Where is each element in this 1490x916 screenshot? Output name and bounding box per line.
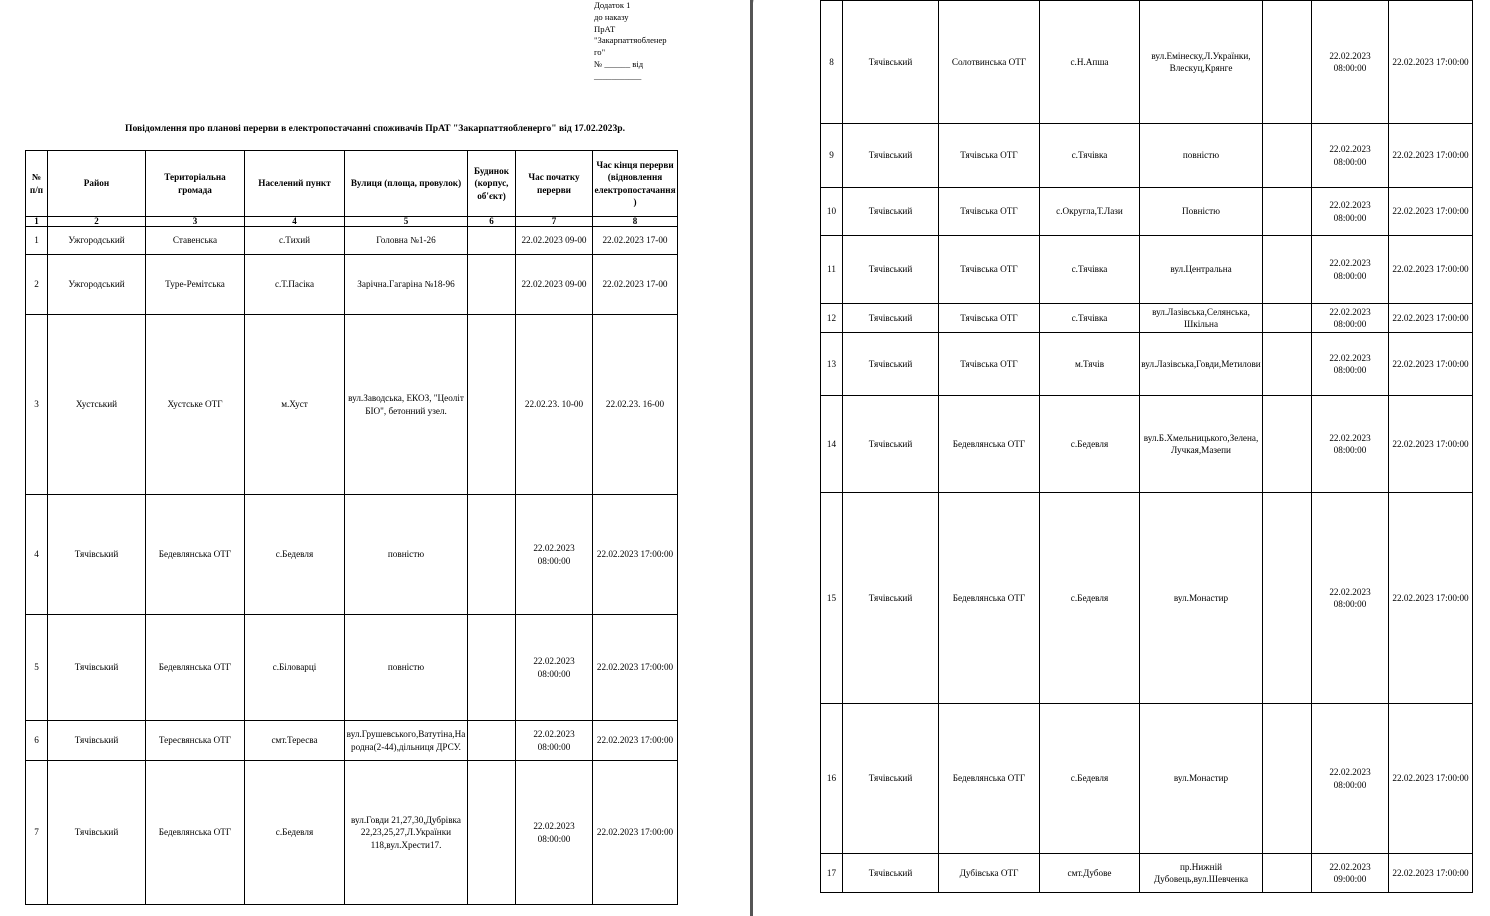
start-time-cell: 22.02.2023 08:00:00 [516, 761, 593, 905]
row-number: 13 [821, 333, 843, 396]
district-cell: Ужгородський [48, 227, 146, 255]
header-row [26, 151, 678, 217]
community-cell: Бедевлянська ОТГ [939, 493, 1040, 704]
table-row [821, 854, 1473, 893]
table-row [821, 333, 1473, 396]
building-cell [1263, 304, 1312, 333]
end-time-cell: 22.02.2023 17:00:00 [1389, 1, 1473, 124]
row-number: 8 [821, 1, 843, 124]
table-row [26, 255, 678, 315]
start-time-cell: 22.02.2023 08:00:00 [1312, 396, 1389, 493]
district-cell: Тячівський [843, 704, 939, 854]
row-number: 12 [821, 304, 843, 333]
settlement-cell: с.Бедевля [1040, 704, 1140, 854]
table-row [26, 495, 678, 615]
end-time-cell: 22.02.23. 16-00 [593, 315, 678, 495]
district-cell: Тячівський [48, 761, 146, 905]
district-cell: Тячівський [843, 236, 939, 304]
street-cell: вул.Заводська, ЕКОЗ, "Цеоліт БІО", бетонний узел. [345, 315, 468, 495]
column-number: 2 [48, 217, 146, 227]
street-cell: Повністю [1140, 188, 1263, 236]
end-time-cell: 22.02.2023 17:00:00 [593, 615, 678, 721]
table-row [821, 124, 1473, 188]
district-cell: Тячівський [48, 495, 146, 615]
table-row [26, 227, 678, 255]
building-cell [468, 227, 516, 255]
street-cell: пр.Нижній Дубовець,вул.Шевченка [1140, 854, 1263, 893]
settlement-cell: с.Тячівка [1040, 236, 1140, 304]
header-cell: Час кінця перерви (відновлення електропостачання) [593, 151, 678, 217]
building-cell [1263, 396, 1312, 493]
street-cell: повністю [345, 615, 468, 721]
row-number: 10 [821, 188, 843, 236]
district-cell: Тячівський [843, 854, 939, 893]
end-time-cell: 22.02.2023 17:00:00 [593, 495, 678, 615]
settlement-cell: с.Тячівка [1040, 304, 1140, 333]
row-number: 6 [26, 721, 48, 761]
settlement-cell: с.Бедевля [1040, 396, 1140, 493]
settlement-cell: с.Бедевля [1040, 493, 1140, 704]
district-cell: Тячівський [843, 188, 939, 236]
row-number: 14 [821, 396, 843, 493]
row-number: 15 [821, 493, 843, 704]
row-number: 1 [26, 227, 48, 255]
street-cell: вул.Говди 21,27,30,Дубрівка 22,23,25,27,Л.Українки 118,вул.Хрести17. [345, 761, 468, 905]
community-cell: Бедевлянська ОТГ [146, 495, 245, 615]
column-number: 6 [468, 217, 516, 227]
building-cell [468, 615, 516, 721]
table-row [26, 615, 678, 721]
community-cell: Бедевлянська ОТГ [939, 704, 1040, 854]
table-row [821, 396, 1473, 493]
row-number: 2 [26, 255, 48, 315]
district-cell: Тячівський [843, 396, 939, 493]
end-time-cell: 22.02.2023 17:00:00 [593, 761, 678, 905]
appendix-note: Додаток 1 до наказу ПрАТ "Закарпаттяобленер го" № ______ від ___________ [594, 0, 667, 81]
start-time-cell: 22.02.2023 08:00:00 [1312, 493, 1389, 704]
column-number-row [26, 217, 678, 227]
column-number: 5 [345, 217, 468, 227]
community-cell: Хустське ОТГ [146, 315, 245, 495]
table-row [821, 304, 1473, 333]
street-cell: вул.Б.Хмельницького,Зелена,Лучкая,Мазепи [1140, 396, 1263, 493]
district-cell: Тячівський [843, 304, 939, 333]
building-cell [468, 255, 516, 315]
building-cell [468, 721, 516, 761]
column-number: 4 [245, 217, 345, 227]
start-time-cell: 22.02.2023 08:00:00 [1312, 704, 1389, 854]
district-cell: Тячівський [843, 124, 939, 188]
end-time-cell: 22.02.2023 17:00:00 [1389, 333, 1473, 396]
community-cell: Тячівська ОТГ [939, 333, 1040, 396]
page-divider [750, 0, 753, 916]
column-number: 8 [593, 217, 678, 227]
page-right [754, 0, 1490, 916]
street-cell: вул.Центральна [1140, 236, 1263, 304]
row-number: 7 [26, 761, 48, 905]
row-number: 11 [821, 236, 843, 304]
row-number: 16 [821, 704, 843, 854]
district-cell: Тячівський [843, 1, 939, 124]
end-time-cell: 22.02.2023 17:00:00 [1389, 236, 1473, 304]
district-cell: Хустський [48, 315, 146, 495]
header-cell: Район [48, 151, 146, 217]
start-time-cell: 22.02.23. 10-00 [516, 315, 593, 495]
start-time-cell: 22.02.2023 08:00:00 [1312, 236, 1389, 304]
table-row [26, 315, 678, 495]
community-cell: Бедевлянська ОТГ [146, 761, 245, 905]
row-number: 4 [26, 495, 48, 615]
community-cell: Тересвянська ОТГ [146, 721, 245, 761]
community-cell: Туре-Ремітська [146, 255, 245, 315]
table-row [821, 188, 1473, 236]
table-row [26, 721, 678, 761]
end-time-cell: 22.02.2023 17-00 [593, 255, 678, 315]
start-time-cell: 22.02.2023 08:00:00 [1312, 333, 1389, 396]
row-number: 9 [821, 124, 843, 188]
start-time-cell: 22.02.2023 09:00:00 [1312, 854, 1389, 893]
settlement-cell: с.Тихий [245, 227, 345, 255]
end-time-cell: 22.02.2023 17:00:00 [1389, 396, 1473, 493]
settlement-cell: с.Біловарці [245, 615, 345, 721]
community-cell: Тячівська ОТГ [939, 188, 1040, 236]
end-time-cell: 22.02.2023 17:00:00 [1389, 188, 1473, 236]
building-cell [468, 315, 516, 495]
settlement-cell: с.Округла,Т.Лази [1040, 188, 1140, 236]
street-cell: вул.Лазівська,Говди,Метилови [1140, 333, 1263, 396]
start-time-cell: 22.02.2023 08:00:00 [1312, 1, 1389, 124]
table-row [821, 493, 1473, 704]
district-cell: Тячівський [843, 493, 939, 704]
community-cell: Дубівська ОТГ [939, 854, 1040, 893]
settlement-cell: с.Бедевля [245, 761, 345, 905]
end-time-cell: 22.02.2023 17:00:00 [1389, 854, 1473, 893]
table-row [821, 704, 1473, 854]
settlement-cell: с.Тячівка [1040, 124, 1140, 188]
street-cell: вул.Монастир [1140, 493, 1263, 704]
end-time-cell: 22.02.2023 17-00 [593, 227, 678, 255]
district-cell: Тячівський [48, 615, 146, 721]
district-cell: Тячівський [48, 721, 146, 761]
table-row [821, 1, 1473, 124]
settlement-cell: м.Тячів [1040, 333, 1140, 396]
settlement-cell: смт.Тересва [245, 721, 345, 761]
street-cell: Зарічна.Гагаріна №18-96 [345, 255, 468, 315]
table-row [26, 761, 678, 905]
column-number: 3 [146, 217, 245, 227]
outage-table-right [820, 0, 1473, 893]
community-cell: Солотвинська ОТГ [939, 1, 1040, 124]
end-time-cell: 22.02.2023 17:00:00 [1389, 304, 1473, 333]
district-cell: Ужгородський [48, 255, 146, 315]
street-cell: вул.Лазівська,Селянська, Шкільна [1140, 304, 1263, 333]
building-cell [468, 761, 516, 905]
row-number: 5 [26, 615, 48, 721]
header-cell: Вулиця (площа, провулок) [345, 151, 468, 217]
building-cell [468, 495, 516, 615]
community-cell: Бедевлянська ОТГ [939, 396, 1040, 493]
community-cell: Ставенська [146, 227, 245, 255]
community-cell: Тячівська ОТГ [939, 124, 1040, 188]
end-time-cell: 22.02.2023 17:00:00 [1389, 493, 1473, 704]
street-cell: вул.Емінеску,Л.Українки, Влескуц,Крянге [1140, 1, 1263, 124]
column-number: 1 [26, 217, 48, 227]
start-time-cell: 22.02.2023 08:00:00 [516, 721, 593, 761]
settlement-cell: с.Бедевля [245, 495, 345, 615]
document-title: Повідомлення про планові перерви в електропостачанні споживачів ПрАТ "Закарпаттяобленерго" від 17.02.2023р. [125, 123, 625, 134]
community-cell: Тячівська ОТГ [939, 236, 1040, 304]
settlement-cell: с.Т.Пасіка [245, 255, 345, 315]
settlement-cell: м.Хуст [245, 315, 345, 495]
street-cell: Головна №1-26 [345, 227, 468, 255]
start-time-cell: 22.02.2023 09-00 [516, 255, 593, 315]
header-cell: Будинок (корпус, об'єкт) [468, 151, 516, 217]
building-cell [1263, 188, 1312, 236]
end-time-cell: 22.02.2023 17:00:00 [1389, 704, 1473, 854]
end-time-cell: 22.02.2023 17:00:00 [1389, 124, 1473, 188]
outage-table-left [25, 150, 678, 905]
row-number: 3 [26, 315, 48, 495]
community-cell: Тячівська ОТГ [939, 304, 1040, 333]
header-cell: № п/п [26, 151, 48, 217]
street-cell: повністю [345, 495, 468, 615]
building-cell [1263, 704, 1312, 854]
start-time-cell: 22.02.2023 08:00:00 [1312, 304, 1389, 333]
start-time-cell: 22.02.2023 08:00:00 [1312, 124, 1389, 188]
start-time-cell: 22.02.2023 09-00 [516, 227, 593, 255]
building-cell [1263, 124, 1312, 188]
header-cell: Час початку перерви [516, 151, 593, 217]
building-cell [1263, 236, 1312, 304]
building-cell [1263, 493, 1312, 704]
start-time-cell: 22.02.2023 08:00:00 [1312, 188, 1389, 236]
settlement-cell: с.Н.Апша [1040, 1, 1140, 124]
row-number: 17 [821, 854, 843, 893]
community-cell: Бедевлянська ОТГ [146, 615, 245, 721]
header-cell: Населений пункт [245, 151, 345, 217]
building-cell [1263, 1, 1312, 124]
district-cell: Тячівський [843, 333, 939, 396]
building-cell [1263, 854, 1312, 893]
start-time-cell: 22.02.2023 08:00:00 [516, 495, 593, 615]
end-time-cell: 22.02.2023 17:00:00 [593, 721, 678, 761]
table-row [821, 236, 1473, 304]
start-time-cell: 22.02.2023 08:00:00 [516, 615, 593, 721]
header-cell: Територіальна громада [146, 151, 245, 217]
street-cell: вул.Монастир [1140, 704, 1263, 854]
settlement-cell: смт.Дубове [1040, 854, 1140, 893]
building-cell [1263, 333, 1312, 396]
street-cell: вул.Грушевського,Ватутіна,Народна(2-44),дільниця ДРСУ. [345, 721, 468, 761]
street-cell: повністю [1140, 124, 1263, 188]
column-number: 7 [516, 217, 593, 227]
